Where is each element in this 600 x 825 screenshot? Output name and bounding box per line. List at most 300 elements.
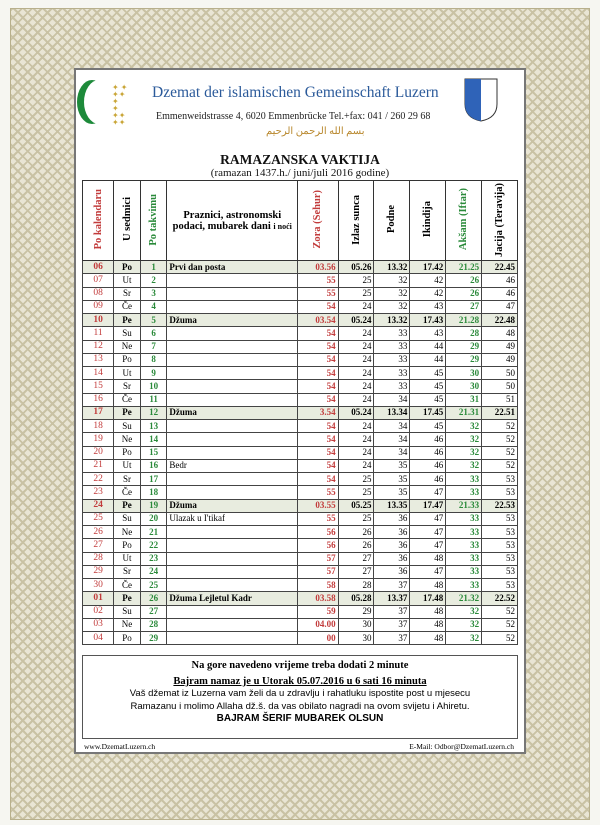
table-cell-i: 25 xyxy=(338,473,374,486)
table-cell-i: 27 xyxy=(338,552,374,565)
table-cell-t: 6 xyxy=(140,327,167,340)
table-cell-po: 37 xyxy=(374,579,410,592)
table-cell-j: 53 xyxy=(482,552,518,565)
table-cell-j: 53 xyxy=(482,565,518,578)
table-cell-p: Prvi dan posta xyxy=(167,261,298,274)
table-cell-p xyxy=(167,433,298,446)
table-cell-po: 34 xyxy=(374,446,410,459)
table-cell-ik: 45 xyxy=(410,393,446,406)
table-cell-z: 3.54 xyxy=(298,406,338,419)
email-link[interactable]: E-Mail: Odbor@DzematLuzern.ch xyxy=(409,742,514,751)
table-cell-ik: 45 xyxy=(410,380,446,393)
table-cell-t: 19 xyxy=(140,499,167,512)
table-cell-z: 03.58 xyxy=(298,592,338,605)
table-cell-z: 54 xyxy=(298,300,338,313)
table-row xyxy=(83,473,518,486)
table-cell-j: 53 xyxy=(482,512,518,525)
table-cell-z: 54 xyxy=(298,353,338,366)
table-cell-ik: 47 xyxy=(410,565,446,578)
table-cell-z: 56 xyxy=(298,526,338,539)
table-cell-a: 29 xyxy=(446,353,482,366)
table-cell-a: 26 xyxy=(446,287,482,300)
table-cell-po: 35 xyxy=(374,486,410,499)
table-cell-j: 22.51 xyxy=(482,406,518,419)
table-cell-d: 08 xyxy=(83,287,114,300)
table-cell-po: 36 xyxy=(374,526,410,539)
table-cell-po: 35 xyxy=(374,473,410,486)
table-cell-w: Po xyxy=(114,446,141,459)
table-cell-a: 21.33 xyxy=(446,499,482,512)
table-cell-w: Ut xyxy=(114,274,141,287)
table-cell-i: 30 xyxy=(338,632,374,645)
table-cell-i: 27 xyxy=(338,565,374,578)
table-row xyxy=(83,367,518,380)
table-cell-j: 52 xyxy=(482,632,518,645)
table-cell-z: 57 xyxy=(298,565,338,578)
table-cell-i: 24 xyxy=(338,420,374,433)
table-cell-a: 32 xyxy=(446,618,482,631)
table-row xyxy=(83,459,518,472)
table-cell-z: 59 xyxy=(298,605,338,618)
table-cell-p xyxy=(167,420,298,433)
table-cell-i: 25 xyxy=(338,512,374,525)
table-cell-t: 2 xyxy=(140,274,167,287)
table-row xyxy=(83,446,518,459)
table-row xyxy=(83,552,518,565)
table-cell-j: 53 xyxy=(482,486,518,499)
table-cell-d: 22 xyxy=(83,473,114,486)
table-cell-w: Pe xyxy=(114,406,141,419)
table-cell-j: 46 xyxy=(482,287,518,300)
table-cell-p xyxy=(167,565,298,578)
table-row xyxy=(83,393,518,406)
table-cell-w: Su xyxy=(114,512,141,525)
table-cell-ik: 17.43 xyxy=(410,314,446,327)
table-row xyxy=(83,433,518,446)
table-row xyxy=(83,526,518,539)
table-cell-d: 10 xyxy=(83,314,114,327)
table-cell-w: Sr xyxy=(114,473,141,486)
col-header-izlaz: Izlaz sunca xyxy=(338,181,374,261)
table-cell-i: 24 xyxy=(338,353,374,366)
table-cell-ik: 47 xyxy=(410,486,446,499)
table-cell-w: Ut xyxy=(114,367,141,380)
table-row xyxy=(83,539,518,552)
table-cell-d: 28 xyxy=(83,552,114,565)
table-cell-w: Ne xyxy=(114,526,141,539)
page-subtitle: (ramazan 1437.h./ juni/juli 2016 godine) xyxy=(210,167,390,179)
table-cell-a: 21.28 xyxy=(446,314,482,327)
table-cell-a: 30 xyxy=(446,380,482,393)
table-cell-po: 34 xyxy=(374,433,410,446)
table-cell-p xyxy=(167,579,298,592)
table-cell-d: 29 xyxy=(83,565,114,578)
table-cell-j: 52 xyxy=(482,605,518,618)
table-cell-a: 32 xyxy=(446,459,482,472)
table-row xyxy=(83,592,518,605)
table-cell-t: 9 xyxy=(140,367,167,380)
table-row xyxy=(83,512,518,525)
table-cell-w: Pe xyxy=(114,314,141,327)
col-header-podne: Podne xyxy=(374,181,410,261)
table-cell-w: Ut xyxy=(114,552,141,565)
table-cell-t: 28 xyxy=(140,618,167,631)
table-cell-d: 01 xyxy=(83,592,114,605)
table-cell-t: 23 xyxy=(140,552,167,565)
table-cell-d: 24 xyxy=(83,499,114,512)
table-cell-p xyxy=(167,367,298,380)
table-cell-t: 26 xyxy=(140,592,167,605)
table-cell-d: 04 xyxy=(83,632,114,645)
table-cell-ik: 45 xyxy=(410,367,446,380)
table-cell-z: 58 xyxy=(298,579,338,592)
table-cell-ik: 17.47 xyxy=(410,499,446,512)
table-cell-ik: 47 xyxy=(410,526,446,539)
table-row xyxy=(83,605,518,618)
table-cell-j: 52 xyxy=(482,433,518,446)
table-cell-p xyxy=(167,380,298,393)
table-cell-ik: 46 xyxy=(410,433,446,446)
table-cell-po: 13.32 xyxy=(374,314,410,327)
table-cell-a: 32 xyxy=(446,433,482,446)
table-cell-p: Bedr xyxy=(167,459,298,472)
table-cell-t: 16 xyxy=(140,459,167,472)
stars-logo-icon: ✦ ✦ ✦✦ ✦ ✦ ✦✦ ✦✦ xyxy=(112,83,128,127)
table-cell-d: 23 xyxy=(83,486,114,499)
table-row xyxy=(83,406,518,419)
table-cell-po: 33 xyxy=(374,340,410,353)
table-cell-w: Če xyxy=(114,393,141,406)
table-cell-po: 37 xyxy=(374,618,410,631)
table-cell-z: 54 xyxy=(298,433,338,446)
table-cell-w: Su xyxy=(114,605,141,618)
table-cell-j: 53 xyxy=(482,526,518,539)
table-cell-a: 33 xyxy=(446,539,482,552)
table-cell-p xyxy=(167,618,298,631)
table-cell-po: 13.32 xyxy=(374,261,410,274)
table-cell-z: 54 xyxy=(298,473,338,486)
table-cell-j: 51 xyxy=(482,393,518,406)
table-row xyxy=(83,632,518,645)
table-cell-d: 09 xyxy=(83,300,114,313)
note: Na gore navedeno vrijeme treba dodati 2 minute xyxy=(191,660,409,671)
table-cell-po: 13.37 xyxy=(374,592,410,605)
table-cell-w: Ne xyxy=(114,340,141,353)
table-cell-p: Džuma Lejletul Kadr xyxy=(167,592,298,605)
table-cell-a: 32 xyxy=(446,420,482,433)
table-cell-d: 17 xyxy=(83,406,114,419)
table-cell-ik: 46 xyxy=(410,473,446,486)
table-cell-t: 29 xyxy=(140,632,167,645)
table-cell-i: 05.24 xyxy=(338,314,374,327)
table-cell-d: 27 xyxy=(83,539,114,552)
table-cell-t: 5 xyxy=(140,314,167,327)
table-cell-a: 32 xyxy=(446,605,482,618)
table-cell-t: 8 xyxy=(140,353,167,366)
table-cell-w: Po xyxy=(114,353,141,366)
table-cell-d: 03 xyxy=(83,618,114,631)
table-cell-j: 48 xyxy=(482,327,518,340)
table-row xyxy=(83,261,518,274)
table-cell-po: 36 xyxy=(374,552,410,565)
table-cell-d: 25 xyxy=(83,512,114,525)
table-cell-i: 05.26 xyxy=(338,261,374,274)
table-cell-w: Sr xyxy=(114,380,141,393)
table-cell-a: 33 xyxy=(446,486,482,499)
table-cell-t: 13 xyxy=(140,420,167,433)
table-cell-i: 24 xyxy=(338,459,374,472)
table-cell-z: 54 xyxy=(298,446,338,459)
table-cell-a: 30 xyxy=(446,367,482,380)
table-row xyxy=(83,353,518,366)
table-cell-w: Sr xyxy=(114,287,141,300)
org-name: Dzemat der islamischen Gemeinschaft Luzern xyxy=(152,84,439,101)
table-cell-d: 16 xyxy=(83,393,114,406)
table-cell-t: 22 xyxy=(140,539,167,552)
table-cell-z: 55 xyxy=(298,274,338,287)
col-header-sedmica: U sedmici xyxy=(114,181,141,261)
table-cell-a: 33 xyxy=(446,512,482,525)
table-cell-j: 52 xyxy=(482,618,518,631)
table-cell-z: 55 xyxy=(298,287,338,300)
table-cell-ik: 43 xyxy=(410,300,446,313)
table-cell-ik: 42 xyxy=(410,287,446,300)
table-cell-d: 30 xyxy=(83,579,114,592)
table-cell-w: Ne xyxy=(114,433,141,446)
table-cell-i: 26 xyxy=(338,539,374,552)
table-cell-p: Džuma xyxy=(167,499,298,512)
table-cell-w: Ne xyxy=(114,618,141,631)
table-cell-j: 22.53 xyxy=(482,499,518,512)
table-cell-i: 24 xyxy=(338,380,374,393)
table-cell-ik: 42 xyxy=(410,274,446,287)
table-cell-ik: 46 xyxy=(410,446,446,459)
table-row xyxy=(83,274,518,287)
table-cell-t: 17 xyxy=(140,473,167,486)
table-cell-ik: 43 xyxy=(410,327,446,340)
table-cell-p xyxy=(167,605,298,618)
table-cell-z: 03.54 xyxy=(298,314,338,327)
table-cell-d: 07 xyxy=(83,274,114,287)
table-cell-a: 26 xyxy=(446,274,482,287)
document-page xyxy=(74,68,526,754)
table-cell-w: Če xyxy=(114,300,141,313)
table-cell-z: 54 xyxy=(298,380,338,393)
table-cell-i: 24 xyxy=(338,446,374,459)
table-cell-a: 29 xyxy=(446,340,482,353)
table-cell-a: 32 xyxy=(446,632,482,645)
table-row xyxy=(83,618,518,631)
table-cell-p: Džuma xyxy=(167,314,298,327)
table-cell-po: 33 xyxy=(374,327,410,340)
table-cell-j: 22.48 xyxy=(482,314,518,327)
table-cell-ik: 48 xyxy=(410,605,446,618)
table-cell-j: 22.52 xyxy=(482,592,518,605)
table-cell-z: 54 xyxy=(298,340,338,353)
table-cell-ik: 17.45 xyxy=(410,406,446,419)
col-header-takvim: Po takvimu xyxy=(140,181,167,261)
table-cell-ik: 47 xyxy=(410,512,446,525)
table-cell-a: 33 xyxy=(446,473,482,486)
greeting: BAJRAM ŠERIF MUBAREK OLSUN xyxy=(216,713,384,724)
table-row xyxy=(83,314,518,327)
table-cell-j: 46 xyxy=(482,274,518,287)
table-row xyxy=(83,287,518,300)
table-cell-d: 21 xyxy=(83,459,114,472)
table-cell-po: 37 xyxy=(374,632,410,645)
table-cell-a: 31 xyxy=(446,393,482,406)
table-cell-p xyxy=(167,446,298,459)
crescent-logo-icon xyxy=(84,80,114,124)
table-cell-j: 50 xyxy=(482,380,518,393)
table-cell-z: 57 xyxy=(298,552,338,565)
table-cell-p xyxy=(167,327,298,340)
header xyxy=(76,70,524,140)
table-cell-po: 33 xyxy=(374,367,410,380)
table-cell-po: 32 xyxy=(374,274,410,287)
table-cell-ik: 45 xyxy=(410,420,446,433)
table-cell-ik: 46 xyxy=(410,459,446,472)
table-cell-t: 10 xyxy=(140,380,167,393)
table-cell-w: Če xyxy=(114,579,141,592)
table-cell-w: Pe xyxy=(114,499,141,512)
table-cell-z: 55 xyxy=(298,512,338,525)
table-row xyxy=(83,380,518,393)
table-cell-a: 33 xyxy=(446,526,482,539)
table-cell-t: 15 xyxy=(140,446,167,459)
table-cell-j: 53 xyxy=(482,473,518,486)
table-cell-p xyxy=(167,393,298,406)
table-cell-po: 37 xyxy=(374,605,410,618)
table-cell-d: 18 xyxy=(83,420,114,433)
table-cell-i: 24 xyxy=(338,393,374,406)
footer-box xyxy=(82,655,518,739)
table-cell-a: 33 xyxy=(446,579,482,592)
table-cell-d: 15 xyxy=(83,380,114,393)
col-header-praznici: Praznici, astronomski podaci, mubarek dani i noći xyxy=(167,181,298,261)
table-cell-ik: 48 xyxy=(410,579,446,592)
table-cell-w: Su xyxy=(114,420,141,433)
table-cell-p xyxy=(167,287,298,300)
table-cell-z: 54 xyxy=(298,367,338,380)
table-cell-j: 49 xyxy=(482,353,518,366)
table-cell-j: 50 xyxy=(482,367,518,380)
table-cell-po: 36 xyxy=(374,565,410,578)
table-cell-po: 35 xyxy=(374,459,410,472)
table-row xyxy=(83,565,518,578)
col-header-ikindija: Ikindija xyxy=(410,181,446,261)
table-cell-t: 3 xyxy=(140,287,167,300)
bajram-namaz: Bajram namaz je u Utorak 05.07.2016 u 6 sati 16 minuta xyxy=(173,676,427,687)
table-cell-ik: 47 xyxy=(410,539,446,552)
table-cell-p xyxy=(167,552,298,565)
table-cell-i: 26 xyxy=(338,526,374,539)
lucerne-coat-of-arms-icon xyxy=(464,78,498,122)
table-cell-a: 33 xyxy=(446,565,482,578)
table-cell-po: 13.34 xyxy=(374,406,410,419)
table-cell-d: 12 xyxy=(83,340,114,353)
table-cell-t: 7 xyxy=(140,340,167,353)
table-cell-d: 14 xyxy=(83,367,114,380)
table-cell-p xyxy=(167,486,298,499)
table-cell-p xyxy=(167,353,298,366)
table-cell-ik: 17.42 xyxy=(410,261,446,274)
table-cell-d: 13 xyxy=(83,353,114,366)
table-cell-po: 34 xyxy=(374,420,410,433)
table-cell-j: 22.45 xyxy=(482,261,518,274)
table-cell-t: 14 xyxy=(140,433,167,446)
table-cell-w: Po xyxy=(114,539,141,552)
table-cell-i: 30 xyxy=(338,618,374,631)
table-cell-i: 24 xyxy=(338,327,374,340)
table-cell-po: 34 xyxy=(374,393,410,406)
table-cell-a: 21.32 xyxy=(446,592,482,605)
table-cell-w: Su xyxy=(114,327,141,340)
table-cell-p: Džuma xyxy=(167,406,298,419)
table-cell-a: 32 xyxy=(446,446,482,459)
address: Emmenweidstrasse 4, 6020 Emmenbrücke Tel.+fax: 041 / 260 29 68 xyxy=(156,111,431,122)
table-cell-w: Pe xyxy=(114,592,141,605)
website-link[interactable]: www.DzematLuzern.ch xyxy=(84,742,156,751)
table-cell-j: 49 xyxy=(482,340,518,353)
table-cell-i: 25 xyxy=(338,287,374,300)
table-cell-t: 11 xyxy=(140,393,167,406)
table-cell-d: 20 xyxy=(83,446,114,459)
table-cell-d: 11 xyxy=(83,327,114,340)
table-cell-p xyxy=(167,274,298,287)
table-cell-po: 32 xyxy=(374,287,410,300)
table-cell-t: 21 xyxy=(140,526,167,539)
table-cell-ik: 48 xyxy=(410,618,446,631)
basmala: بسم الله الرحمن الرحيم xyxy=(266,126,365,137)
table-cell-j: 52 xyxy=(482,446,518,459)
table-cell-j: 47 xyxy=(482,300,518,313)
table-cell-i: 05.24 xyxy=(338,406,374,419)
table-cell-p xyxy=(167,473,298,486)
table-cell-ik: 44 xyxy=(410,340,446,353)
table-cell-ik: 48 xyxy=(410,632,446,645)
table-cell-z: 54 xyxy=(298,420,338,433)
table-cell-ik: 17.48 xyxy=(410,592,446,605)
page-title: RAMAZANSKA VAKTIJA xyxy=(220,152,380,167)
table-row xyxy=(83,300,518,313)
wish-line-1: Vaš džemat iz Luzerna vam želi da u zdravlju i rahatluku ispostite post u mjesecu xyxy=(129,688,471,699)
table-cell-z: 55 xyxy=(298,486,338,499)
table-cell-po: 36 xyxy=(374,512,410,525)
table-cell-p xyxy=(167,526,298,539)
table-cell-z: 03.56 xyxy=(298,261,338,274)
table-cell-z: 04.00 xyxy=(298,618,338,631)
table-row xyxy=(83,579,518,592)
table-cell-t: 1 xyxy=(140,261,167,274)
table-cell-z: 54 xyxy=(298,459,338,472)
table-cell-d: 02 xyxy=(83,605,114,618)
table-cell-a: 27 xyxy=(446,300,482,313)
table-cell-a: 28 xyxy=(446,327,482,340)
table-cell-i: 05.28 xyxy=(338,592,374,605)
table-cell-p xyxy=(167,539,298,552)
table-cell-w: Po xyxy=(114,261,141,274)
table-cell-j: 53 xyxy=(482,539,518,552)
schedule-table xyxy=(82,180,518,645)
table-cell-w: Po xyxy=(114,632,141,645)
table-cell-ik: 44 xyxy=(410,353,446,366)
table-cell-i: 25 xyxy=(338,486,374,499)
table-cell-d: 26 xyxy=(83,526,114,539)
col-header-jacija: Jacija (Teravija) xyxy=(482,181,518,261)
col-header-kalendar: Po kalendaru xyxy=(83,181,114,261)
table-cell-a: 21.25 xyxy=(446,261,482,274)
